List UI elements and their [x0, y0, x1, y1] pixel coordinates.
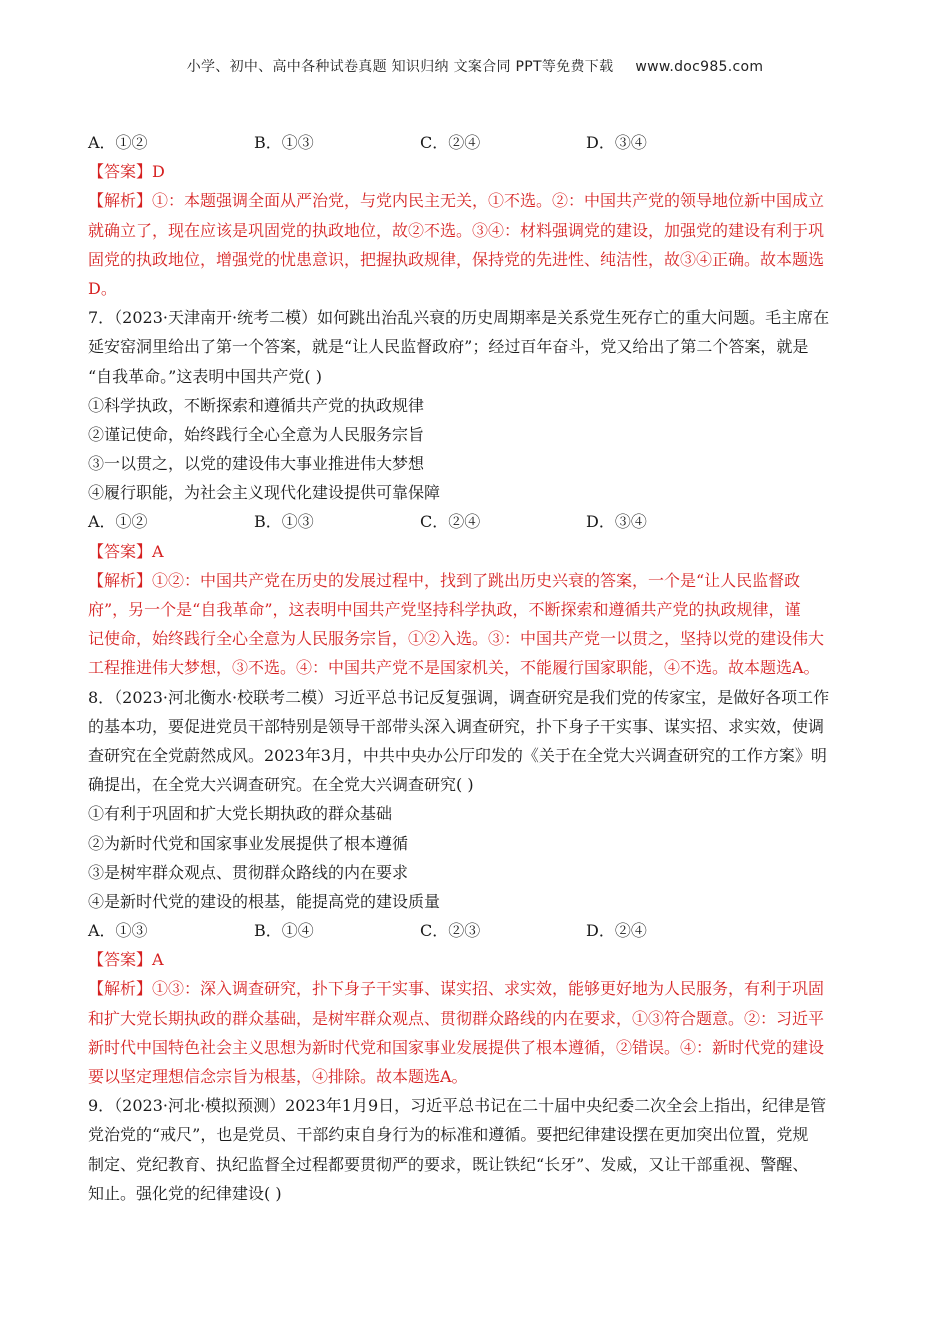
q9-stem-line: 9．（2023·河北·模拟预测）2023年1月9日，习近平总书记在二十届中央纪委二次全会上指出，纪律是管 — [88, 1096, 827, 1116]
q7-analysis-line: 工程推进伟大梦想，③不选。④：中国共产党不是国家机关，不能履行国家职能，④不选。故本题选A。 — [88, 658, 820, 678]
q8-stem-line: 的基本功，要促进党员干部特别是领导干部带头深入调查研究，扑下身子干实事、谋实招、求实效，使调 — [88, 716, 825, 736]
q6-analysis-line: D。 — [88, 278, 117, 298]
option-a: A．①③ — [88, 921, 148, 941]
option-b: B．①④ — [254, 921, 314, 941]
q8-analysis-line: 【解析】①③：深入调查研究，扑下身子干实事、谋实招、求实效，能够更好地为人民服务，有利于巩固 — [88, 979, 825, 999]
option-d: D．③④ — [586, 133, 647, 152]
q7-answer: 【答案】A — [88, 541, 164, 561]
document-body — [88, 128, 866, 1208]
q7-analysis-line: 记使命，始终践行全心全意为人民服务宗旨，①②入选。③：中国共产党一以贯之，坚持以党的建设伟大 — [88, 629, 825, 649]
q6-analysis-line: 固党的执政地位，增强党的忧患意识，把握执政规律，保持党的先进性、纯洁性，故③④正确。故本题选 — [88, 249, 825, 269]
q6-analysis-line: 【解析】①：本题强调全面从严治党，与党内民主无关，①不选。②：中国共产党的领导地位新中国成立 — [88, 191, 825, 211]
q8-analysis-line: 和扩大党长期执政的群众基础，是树牢群众观点、贯彻群众路线的内在要求，①③符合题意。②：习近平 — [88, 1008, 825, 1028]
option-c: C．②③ — [420, 921, 481, 941]
q7-options — [88, 507, 866, 536]
q7-analysis-line: 【解析】①②：中国共产党在历史的发展过程中，找到了跳出历史兴衰的答案，一个是“让人民监督政 — [88, 570, 801, 590]
header-text: 小学、初中、高中各种试卷真题 知识归纳 文案合同 PPT等免费下载 — [186, 59, 614, 75]
q8-item: ④是新时代党的建设的根基，能提高党的建设质量 — [88, 891, 441, 911]
q8-item: ②为新时代党和国家事业发展提供了根本遵循 — [88, 833, 409, 853]
q8-stem-line: 确提出，在全党大兴调查研究。在全党大兴调查研究( ) — [88, 775, 474, 795]
option-c: C．②④ — [420, 512, 481, 532]
option-a: A．①② — [88, 133, 148, 152]
q7-stem-line: 延安窑洞里给出了第一个答案，就是“让人民监督政府”；经过百年奋斗，党又给出了第二个答案，就是 — [88, 337, 809, 357]
option-c: C．②④ — [420, 133, 481, 152]
q8-answer: 【答案】A — [88, 950, 164, 970]
q8-stem-line: 8．（2023·河北衡水·校联考二模）习近平总书记反复强调，调查研究是我们党的传家宝，是做好各项工作 — [88, 687, 830, 707]
q6-answer: 【答案】D — [88, 162, 165, 182]
q7-item: ③一以贯之，以党的建设伟大事业推进伟大梦想 — [88, 454, 425, 474]
q6-options — [88, 128, 866, 157]
q7-item: ②谨记使命，始终践行全心全意为人民服务宗旨 — [88, 424, 425, 444]
q8-analysis-line: 新时代中国特色社会主义思想为新时代党和国家事业发展提供了根本遵循，②错误。④：新时代党的建设 — [88, 1037, 825, 1057]
q7-stem-line: “自我革命。”这表明中国共产党( ) — [88, 366, 322, 386]
q7-item: ①科学执政，不断探索和遵循共产党的执政规律 — [88, 395, 425, 415]
q7-analysis-line: 府”，另一个是“自我革命”，这表明中国共产党坚持科学执政，不断探索和遵循共产党的执政规律，谨 — [88, 600, 801, 619]
q8-stem-line: 查研究在全党蔚然成风。2023年3月，中共中央办公厅印发的《关于在全党大兴调查研究的工作方案》明 — [88, 745, 827, 765]
page-header — [0, 56, 950, 76]
q6-analysis-line: 就确立了，现在应该是巩固党的执政地位，故②不选。③④：材料强调党的建设，加强党的建设有利于巩 — [88, 220, 825, 240]
option-b: B．①③ — [254, 512, 314, 532]
option-a: A．①② — [88, 512, 148, 532]
q8-item: ③是树牢群众观点、贯彻群众路线的内在要求 — [88, 862, 409, 882]
q9-stem-line: 党治党的“戒尺”，也是党员、干部约束自身行为的标准和遵循。要把纪律建设摆在更加突出位置，党规 — [88, 1125, 809, 1145]
q8-options — [88, 916, 866, 945]
q8-item: ①有利于巩固和扩大党长期执政的群众基础 — [88, 804, 393, 824]
header-url[interactable]: www.doc985.com — [635, 59, 764, 75]
q9-stem-line: 制定、党纪教育、执纪监督全过程都要贯彻严的要求，既让铁纪“长牙”、发威，又让干部重视、警醒、 — [88, 1154, 809, 1174]
q7-item: ④履行职能，为社会主义现代化建设提供可靠保障 — [88, 483, 441, 503]
q8-analysis-line: 要以坚定理想信念宗旨为根基，④排除。故本题选A。 — [88, 1067, 468, 1086]
q9-stem-line: 知止。强化党的纪律建设( ) — [88, 1183, 282, 1203]
option-b: B．①③ — [254, 133, 314, 152]
option-d: D．②④ — [586, 921, 647, 941]
option-d: D．③④ — [586, 512, 647, 532]
q7-stem-line: 7．（2023·天津南开·统考二模）如何跳出治乱兴衰的历史周期率是关系党生死存亡的重大问题。毛主席在 — [88, 308, 830, 328]
